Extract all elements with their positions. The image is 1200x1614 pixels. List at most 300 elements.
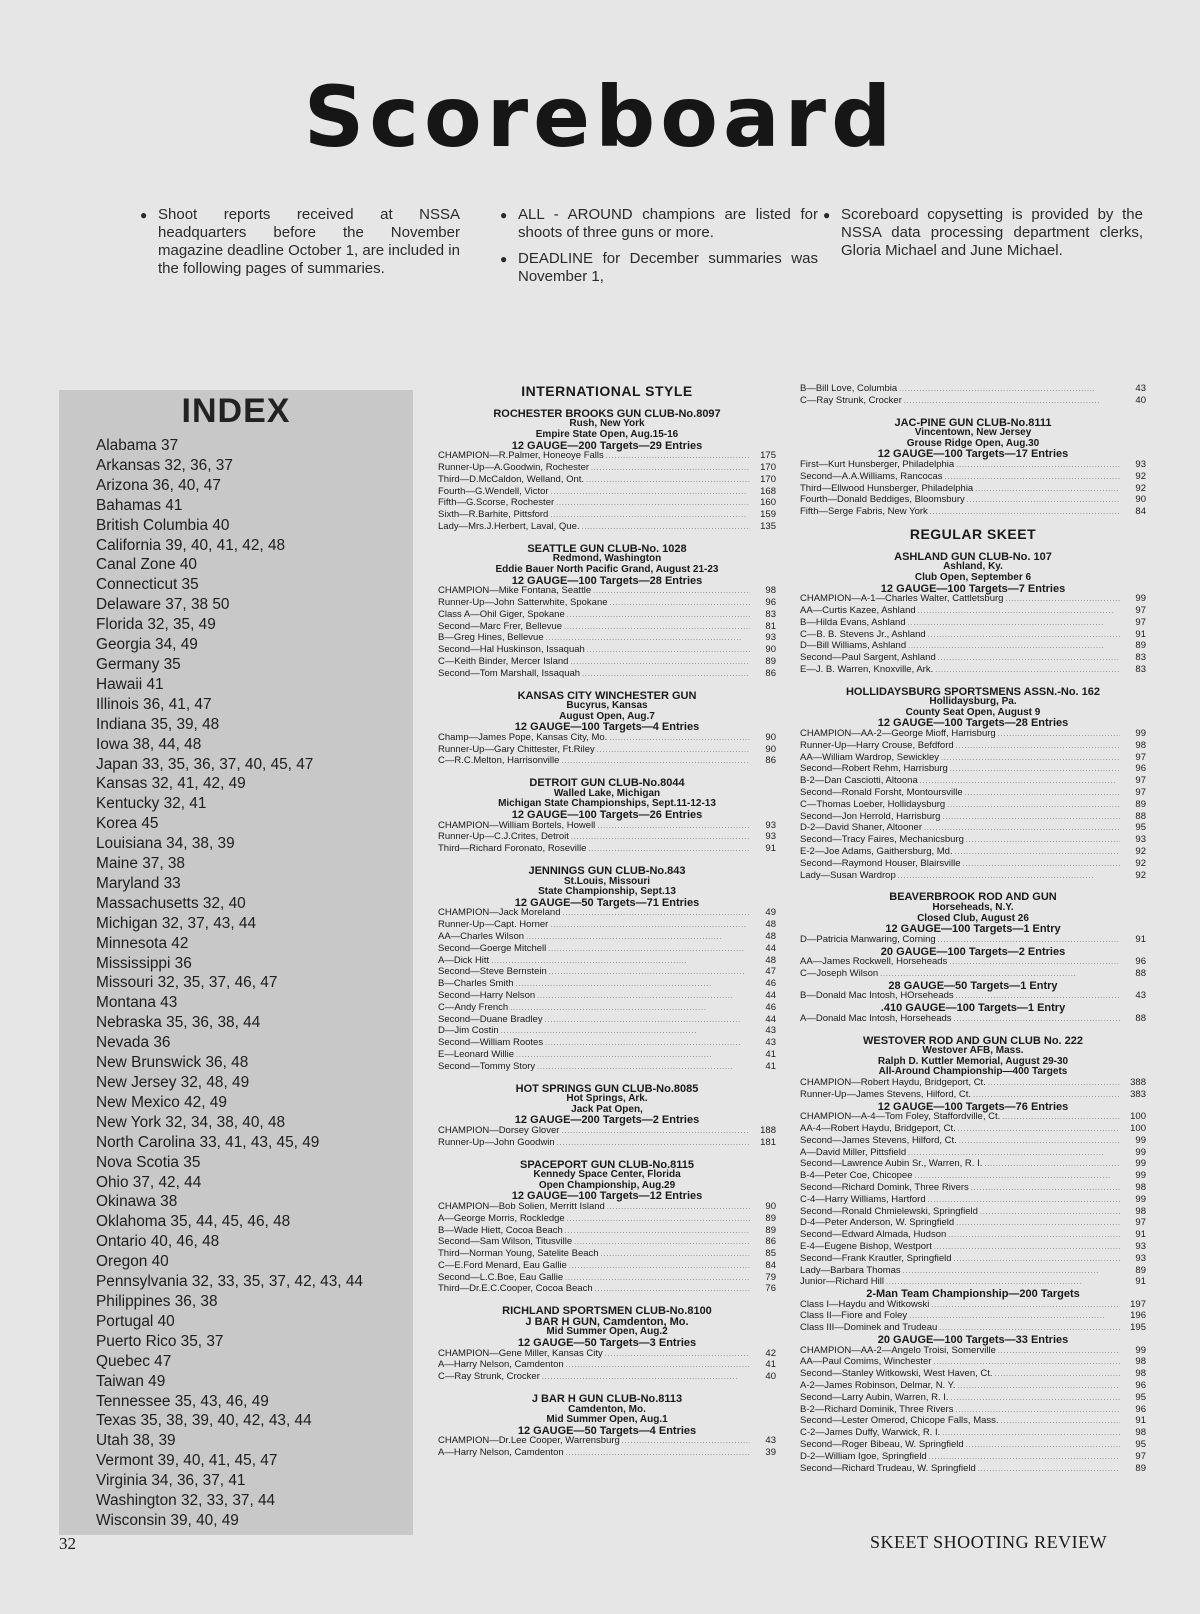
shooter-name: CHAMPION—A-1—Charles Walter, Cattletsburg	[800, 593, 1004, 605]
event-line: 12 GAUGE—100 Targets—26 Entries	[511, 809, 703, 822]
event-line: Horseheads, N.Y.	[932, 902, 1014, 914]
leader-dots	[908, 618, 1120, 630]
result-row	[800, 1393, 1146, 1405]
shooter-name: A—Dick Hitt	[438, 954, 490, 966]
event-line: Walled Lake, Michigan	[553, 787, 661, 799]
result-row	[438, 657, 776, 669]
result-row	[438, 1261, 776, 1273]
score: 46	[765, 1001, 776, 1013]
leader-dots	[935, 665, 1120, 677]
gauge-subheading: 20 GAUGE—100 Targets—33 Entries	[877, 1334, 1069, 1347]
score: 83	[1135, 652, 1146, 664]
index-entry: Ontario 40, 46, 48	[96, 1233, 220, 1251]
shooter-name: CHAMPION—AA-2—George Mioff, Harrisburg	[800, 728, 996, 740]
result-row	[800, 507, 1146, 519]
result-row	[438, 1062, 776, 1074]
shooter-name: Second—Raymond Houser, Blairsville	[800, 857, 961, 869]
club-results	[438, 866, 776, 1074]
result-row	[438, 991, 776, 1003]
leader-dots	[597, 821, 750, 833]
result-row	[800, 871, 1146, 883]
index-entry: Arizona 36, 40, 47	[96, 476, 221, 494]
index-entry: New Jersey 32, 48, 49	[96, 1074, 250, 1091]
leader-dots	[899, 384, 1120, 396]
club-results	[438, 409, 776, 534]
shooter-name: Second—Frank Krautler, Springfield	[800, 1252, 952, 1264]
event-line: 12 GAUGE—100 Targets—1 Entry	[885, 923, 1061, 936]
score: 97	[1135, 1450, 1146, 1462]
score: 91	[1135, 933, 1146, 945]
leader-dots	[570, 657, 750, 669]
leader-dots	[557, 1138, 750, 1150]
leader-dots	[561, 1126, 750, 1138]
event-line: Michigan State Championships, Sept.11-12-13	[498, 798, 716, 810]
event-line: Eddie Bauer North Pacific Grand, August 21-23	[495, 563, 719, 575]
leader-dots	[542, 1372, 750, 1384]
result-row	[800, 1464, 1146, 1476]
index-entry: Oklahoma 35, 44, 45, 46, 48	[96, 1213, 291, 1231]
leader-dots	[516, 1050, 750, 1062]
score: 97	[1135, 787, 1146, 799]
event-line: Vincentown, New Jersey	[914, 427, 1032, 439]
leader-dots	[956, 741, 1120, 753]
page-number: 32	[59, 1534, 76, 1553]
club-results	[800, 1036, 1146, 1476]
score: 99	[1135, 1158, 1146, 1170]
leader-dots	[934, 1242, 1120, 1254]
club-results	[800, 384, 1146, 408]
index-entry: Oregon 40	[96, 1253, 169, 1271]
shooter-name: C—Thomas Loeber, Hollidaysburg	[800, 798, 946, 810]
results-column-2	[800, 384, 1146, 1485]
result-row	[800, 1090, 1146, 1102]
score: 44	[765, 1013, 776, 1025]
leader-dots	[549, 967, 750, 979]
shooter-name: Third—Dr.E.C.Cooper, Cocoa Beach	[438, 1283, 593, 1295]
score: 41	[765, 1060, 776, 1072]
score: 97	[1135, 775, 1146, 787]
event-line: Ashland, Ky.	[943, 561, 1003, 573]
leader-dots	[988, 1078, 1120, 1090]
intro-bullet: ● ALL - AROUND champions are listed for shoots of three guns or more.	[500, 206, 818, 242]
shooter-name: Runner-Up—C.J.Crites, Detroit	[438, 831, 569, 843]
index-entry: Nevada 36	[96, 1034, 171, 1052]
shooter-name: Second—Sam Wilson, Titusville	[438, 1236, 573, 1248]
score: 88	[1135, 968, 1146, 979]
shooter-name: D—Patricia Manwaring, Corning	[800, 933, 936, 945]
shooter-name: CHAMPION—R.Palmer, Honeoye Falls	[438, 450, 604, 462]
shooter-name: Class III—Dominek and Trudeau	[800, 1322, 938, 1334]
shooter-name: Second—Tommy Story	[438, 1060, 536, 1072]
shooter-name: C—Keith Binder, Mercer Island	[438, 655, 569, 667]
score: 84	[765, 1259, 776, 1271]
result-row	[438, 522, 776, 534]
leader-dots	[975, 484, 1120, 496]
index-entry: New York 32, 34, 38, 40, 48	[96, 1113, 286, 1131]
score: 99	[1135, 1170, 1146, 1182]
score: 98	[1135, 739, 1146, 751]
score: 96	[1135, 1380, 1146, 1392]
result-row	[800, 1195, 1146, 1207]
score: 175	[760, 450, 776, 462]
index-list	[59, 432, 413, 1531]
shooter-name: Lady—Barbara Thomas	[800, 1264, 901, 1276]
score: 42	[765, 1347, 776, 1359]
index-entry: Minnesota 42	[96, 934, 189, 952]
leader-dots	[995, 1369, 1120, 1381]
leader-dots	[957, 1381, 1120, 1393]
leader-dots	[1001, 1416, 1120, 1428]
shooter-name: CHAMPION—Dr.Lee Cooper, Warrensburg	[438, 1435, 620, 1447]
score: 40	[1135, 394, 1146, 406]
score: 48	[765, 931, 776, 942]
score: 170	[760, 461, 776, 473]
club-name: ROCHESTER BROOKS GUN CLUB-No.8097	[493, 407, 721, 420]
leader-dots	[551, 487, 750, 499]
score: 170	[760, 473, 776, 485]
score: 43	[765, 1435, 776, 1447]
result-row	[800, 1136, 1146, 1148]
index-entry: Okinawa 38	[96, 1193, 178, 1211]
score: 98	[1135, 1181, 1146, 1193]
shooter-name: B—Charles Smith	[438, 978, 514, 990]
score: 91	[1135, 1415, 1146, 1427]
result-row	[438, 1138, 776, 1150]
event-line: Hollidaysburg, Pa.	[929, 696, 1017, 708]
score: 99	[1135, 1344, 1146, 1356]
result-row	[800, 1183, 1146, 1195]
shooter-name: AA—William Wardrop, Sewickley	[800, 751, 940, 763]
event-line: 12 GAUGE—200 Targets—2 Entries	[514, 1114, 700, 1127]
leader-dots	[582, 669, 750, 681]
score: 96	[1135, 763, 1146, 775]
score: 97	[1135, 616, 1146, 628]
magazine-name: SKEET SHOOTING REVIEW	[870, 1532, 1108, 1552]
index-entry: New Mexico 42, 49	[96, 1093, 227, 1111]
index-entry: Portugal 40	[96, 1312, 175, 1330]
score: 96	[765, 596, 776, 608]
index-entry: North Carolina 33, 41, 43, 45, 49	[96, 1133, 320, 1151]
leader-dots	[574, 1237, 750, 1249]
result-row	[438, 1372, 776, 1384]
leader-dots	[569, 1261, 750, 1273]
club-results	[800, 418, 1146, 519]
shooter-name: Second—Paul Sargent, Ashland	[800, 652, 936, 664]
shooter-name: Fifth—Serge Fabris, New York	[800, 506, 928, 518]
result-row	[800, 1452, 1146, 1464]
leader-dots	[909, 1311, 1120, 1323]
event-line: 12 GAUGE—100 Targets—28 Entries	[877, 717, 1069, 730]
score: 89	[1135, 798, 1146, 810]
results-column-1	[438, 384, 776, 1470]
leader-dots	[510, 1003, 750, 1015]
club-results	[438, 1160, 776, 1297]
shooter-name: First—Kurt Hunsberger, Philadelphia	[800, 458, 955, 470]
result-row	[800, 1242, 1146, 1254]
intro-column-1	[140, 206, 460, 286]
leader-dots	[931, 1300, 1120, 1312]
score: 383	[1130, 1088, 1146, 1100]
leader-dots	[938, 935, 1120, 947]
leader-dots	[605, 1349, 750, 1361]
event-line: Grouse Ridge Open, Aug.30	[906, 437, 1040, 449]
index-entry: New Brunswick 36, 48	[96, 1054, 249, 1072]
club-results	[800, 687, 1146, 883]
event-line: St.Louis, Missouri	[563, 875, 651, 887]
leader-dots	[586, 475, 750, 487]
leader-dots	[942, 812, 1120, 824]
shooter-name: C—R.C.Melton, Harrisonville	[438, 755, 560, 767]
shooter-name: Second—Hal Huskinson, Issaquah	[438, 644, 585, 656]
event-line: All-Around Championship—400 Targets	[878, 1066, 1068, 1078]
result-row	[800, 859, 1146, 871]
shooter-name: Junior—Richard Hill	[800, 1276, 884, 1288]
index-entry: Florida 32, 35, 49	[96, 616, 216, 634]
leader-dots	[588, 844, 750, 856]
shooter-name: B—Wade Hiett, Cocoa Beach	[438, 1224, 563, 1236]
index-entry: Nebraska 35, 36, 38, 44	[96, 1014, 261, 1032]
leader-dots	[545, 1038, 750, 1050]
score: 96	[1135, 956, 1146, 968]
score: 99	[1135, 1146, 1146, 1158]
shooter-name: Second—Duane Bradley	[438, 1013, 543, 1025]
shooter-name: C-2—James Duffy, Warwick, R. I.	[800, 1427, 941, 1439]
leader-dots	[963, 859, 1120, 871]
shooter-name: CHAMPION—A-4—Tom Foley, Staffordville, Ct.	[800, 1111, 1001, 1123]
event-line: Mid Summer Open, Aug.1	[546, 1414, 668, 1426]
score: 96	[1135, 1403, 1146, 1415]
index-entry: California 39, 40, 41, 42, 48	[96, 536, 286, 554]
gauge-subheading: 2-Man Team Championship—200 Targets	[866, 1288, 1080, 1301]
shooter-name: A—Harry Nelson, Camdenton	[438, 1359, 564, 1371]
shooter-name: Second—A.A.Williams, Rancocas	[800, 470, 943, 482]
event-line: County Seat Open, August 9	[905, 706, 1041, 718]
score: 91	[765, 843, 776, 855]
index-entry: Arkansas 32, 36, 37	[96, 456, 233, 474]
club-results	[438, 691, 776, 769]
event-line: 12 GAUGE—100 Targets—7 Entries	[880, 582, 1066, 595]
score: 47	[765, 966, 776, 978]
event-line: Closed Club, August 26	[917, 912, 1029, 924]
shooter-name: A—Harry Nelson, Camdenton	[438, 1447, 564, 1459]
result-row	[438, 1214, 776, 1226]
shooter-name: C—Joseph Wilson	[800, 968, 879, 979]
shooter-name: Second—Richard Trudeau, W. Springfield	[800, 1462, 976, 1474]
score: 44	[765, 989, 776, 1001]
gauge-subheading: 20 GAUGE—100 Targets—2 Entries	[880, 945, 1066, 958]
result-row	[800, 935, 1146, 947]
leader-dots	[516, 979, 751, 991]
result-row	[438, 756, 776, 768]
event-line: 12 GAUGE—50 Targets—71 Entries	[514, 896, 700, 909]
club-results	[438, 544, 776, 681]
leader-dots	[587, 645, 750, 657]
event-line: J BAR H GUN, Camdenton, Mo.	[525, 1315, 689, 1328]
score: 43	[765, 1037, 776, 1049]
shooter-name: E-4—Eugene Bishop, Westport	[800, 1240, 932, 1252]
score: 89	[765, 655, 776, 667]
intro-bullet: ● Scoreboard copysetting is provided by the NSSA data processing department clerks, Gloria Michael and June Michael.	[823, 206, 1143, 260]
leader-dots	[562, 908, 750, 920]
leader-dots	[526, 932, 750, 944]
index-entry: Delaware 37, 38 50	[96, 596, 230, 614]
score: 159	[760, 509, 776, 521]
event-line: Rush, New York	[569, 418, 645, 430]
index-entry: Quebec 47	[96, 1352, 172, 1370]
result-row	[438, 1284, 776, 1296]
intro-column-2	[500, 206, 818, 294]
shooter-name: Third—Richard Foronato, Roseville	[438, 843, 587, 855]
score: 76	[765, 1283, 776, 1295]
club-name: RICHLAND SPORTSMEN CLUB-No.8100	[502, 1305, 712, 1318]
index-entry: Utah 38, 39	[96, 1432, 176, 1450]
shooter-name: Second—Tracy Faires, Mechanicsburg	[800, 834, 964, 846]
score: 197	[1130, 1298, 1146, 1310]
index-entry: Korea 45	[96, 815, 159, 833]
shooter-name: E—Leonard Willie	[438, 1048, 515, 1060]
shooter-name: AA-4—Robert Haydu, Bridgeport, Ct.	[800, 1122, 956, 1134]
score: 41	[765, 1048, 776, 1060]
result-row	[800, 665, 1146, 677]
club-name: HOLLIDAYSBURG SPORTSMENS ASSN.-No. 162	[845, 685, 1101, 698]
shooter-name: AA—Charles Wilson	[438, 931, 525, 942]
leader-dots	[942, 1428, 1120, 1440]
index-entry: Montana 43	[96, 994, 178, 1012]
score: 48	[765, 954, 776, 966]
leader-dots	[908, 641, 1120, 653]
result-row	[800, 472, 1146, 484]
event-line: 12 GAUGE—50 Targets—4 Entries	[517, 1424, 697, 1437]
shooter-name: Sixth—R.Barhite, Pittsford	[438, 509, 549, 521]
leader-dots	[947, 800, 1120, 812]
shooter-name: C—Ray Strunk, Crocker	[438, 1371, 540, 1383]
leader-dots	[956, 460, 1120, 472]
score: 89	[1135, 1264, 1146, 1276]
event-line: 12 GAUGE—50 Targets—3 Entries	[517, 1337, 697, 1350]
shooter-name: A-2—James Robinson, Delmar, N. Y.	[800, 1380, 956, 1392]
index-entry: Virginia 34, 36, 37, 41	[96, 1472, 246, 1490]
shooter-name: Second—Lester Omerod, Chicope Falls, Mass.	[800, 1415, 999, 1427]
event-line: Empire State Open, Aug.15-16	[535, 428, 679, 440]
club-name: DETROIT GUN CLUB-No.8044	[529, 777, 685, 790]
index-entry: Georgia 34, 49	[96, 636, 198, 654]
result-row	[438, 1003, 776, 1015]
club-name: KANSAS CITY WINCHESTER GUN	[517, 689, 697, 702]
score: 86	[765, 755, 776, 767]
score: 88	[1135, 810, 1146, 822]
score: 83	[765, 608, 776, 620]
index-entry: Louisiana 34, 38, 39	[96, 835, 235, 853]
score: 93	[765, 819, 776, 831]
leader-dots	[566, 1360, 750, 1372]
shooter-name: D-2—William Igoe, Springfield	[800, 1450, 927, 1462]
leader-dots	[622, 1436, 750, 1448]
index-entry: Texas 35, 38, 39, 40, 42, 43, 44	[96, 1412, 312, 1430]
score: 88	[1135, 1012, 1146, 1024]
shooter-name: Runner-Up—Harry Crouse, Befdford	[800, 739, 954, 751]
result-row	[800, 741, 1146, 753]
shooter-name: Second—Steve Bernstein	[438, 966, 547, 978]
result-row	[438, 598, 776, 610]
shooter-name: A—Donald Mac Intosh, Horseheads	[800, 1012, 952, 1024]
leader-dots	[565, 1273, 750, 1285]
event-line: Jack Pat Open,	[571, 1103, 643, 1115]
club-results	[438, 1394, 776, 1460]
index-entry: Ohio 37, 42, 44	[96, 1173, 202, 1191]
event-line: Redmond, Washington	[552, 553, 662, 565]
shooter-name: B—Donald Mac Intosh, HOrseheads	[800, 990, 954, 1002]
result-row	[800, 606, 1146, 618]
result-row	[438, 1448, 776, 1460]
shooter-name: Champ—James Pope, Kansas City, Mo.	[438, 731, 608, 743]
result-row	[438, 1202, 776, 1214]
index-entry: Pennsylvania 32, 33, 35, 37, 42, 43, 44	[96, 1273, 363, 1291]
index-entry: Massachusetts 32, 40	[96, 894, 246, 912]
event-line: Mid Summer Open, Aug.2	[546, 1326, 668, 1338]
shooter-name: D—Bill Williams, Ashland	[800, 640, 907, 652]
score: 48	[765, 919, 776, 931]
leader-dots	[567, 610, 750, 622]
index-entry: Canal Zone 40	[96, 556, 197, 574]
leader-dots	[928, 1195, 1120, 1207]
score: 91	[1135, 1229, 1146, 1241]
score: 85	[765, 1248, 776, 1260]
score: 188	[760, 1124, 776, 1136]
leader-dots	[565, 1226, 750, 1238]
score: 81	[765, 620, 776, 632]
index-entry: Nova Scotia 35	[96, 1153, 201, 1171]
leader-dots	[548, 944, 750, 956]
score: 93	[1135, 458, 1146, 470]
score: 86	[765, 1236, 776, 1248]
shooter-name: B-2—Richard Dominik, Three Rivers	[800, 1403, 954, 1415]
leader-dots	[550, 510, 750, 522]
club-name: HOT SPRINGS GUN CLUB-No.8085	[515, 1082, 699, 1095]
intro-column-3	[823, 206, 1143, 268]
result-row	[438, 733, 776, 745]
leader-dots	[949, 957, 1120, 969]
event-line: Hot Springs, Ark.	[566, 1093, 648, 1105]
index-entry: Iowa 38, 44, 48	[96, 735, 202, 753]
score: 92	[1135, 857, 1146, 869]
result-row	[800, 1014, 1146, 1026]
leader-dots	[1002, 1112, 1120, 1124]
leader-dots	[950, 764, 1120, 776]
result-row	[800, 460, 1146, 472]
event-line: 12 GAUGE—100 Targets—28 Entries	[511, 574, 703, 587]
score: 93	[1135, 1240, 1146, 1252]
gauge-subheading: 12 GAUGE—100 Targets—76 Entries	[877, 1100, 1069, 1113]
leader-dots	[941, 753, 1120, 765]
score: 168	[760, 485, 776, 497]
event-line: August Open, Aug.7	[559, 710, 655, 722]
section-heading: INTERNATIONAL STYLE	[521, 383, 693, 399]
score: 98	[1135, 1368, 1146, 1380]
result-row	[800, 1124, 1146, 1136]
index-entry: Mississippi 36	[96, 954, 192, 972]
leader-dots	[959, 1136, 1120, 1148]
result-row	[800, 396, 1146, 408]
shooter-name: CHAMPION—AA-2—Angelo Troisi, Somerville	[800, 1344, 996, 1356]
club-results	[800, 892, 1146, 1025]
shooter-name: Second—Marc Frer, Bellevue	[438, 620, 563, 632]
leader-dots	[1005, 594, 1120, 606]
score: 91	[1135, 628, 1146, 640]
index-entry: Bahamas 41	[96, 496, 183, 514]
index-entry: Indiana 35, 39, 48	[96, 715, 220, 733]
shooter-name: Second—Stanley Witkowski, West Haven, Ct.	[800, 1368, 993, 1380]
gauge-subheading: .410 GAUGE—100 Targets—1 Entry	[880, 1002, 1066, 1015]
